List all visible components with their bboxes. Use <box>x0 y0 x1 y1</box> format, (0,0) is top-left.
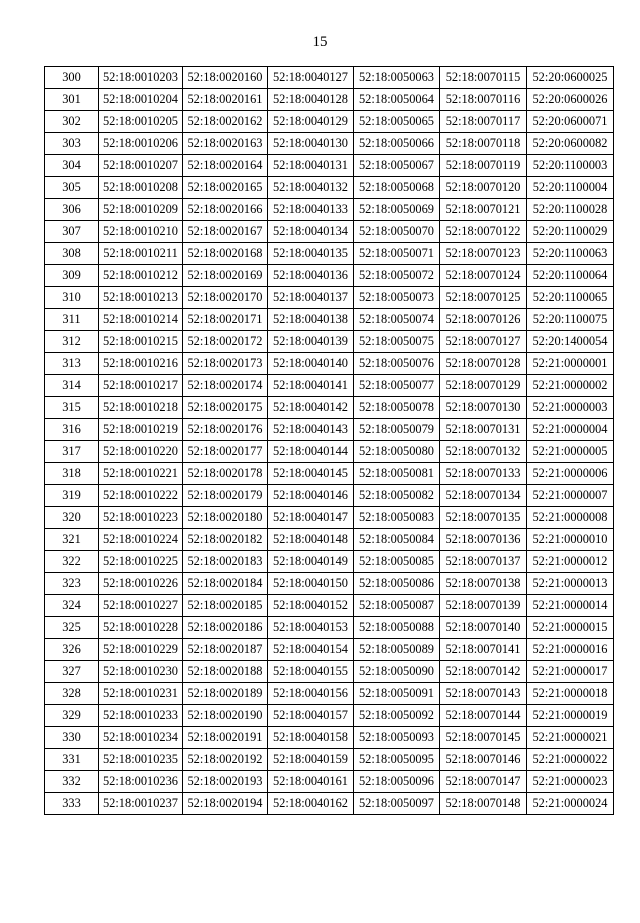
table-row <box>45 133 614 155</box>
table-row <box>45 793 614 815</box>
row-number-cell: 308 <box>45 243 99 265</box>
cadastral-number-cell: 52:21:0000013 <box>527 573 614 595</box>
cadastral-number-cell: 52:20:1100065 <box>527 287 614 309</box>
row-number-cell: 333 <box>45 793 99 815</box>
table-row <box>45 441 614 463</box>
cadastral-number-cell: 52:18:0070147 <box>440 771 527 793</box>
cadastral-number-cell: 52:18:0050065 <box>354 111 440 133</box>
cadastral-number-cell: 52:20:1100029 <box>527 221 614 243</box>
cadastral-number-cell: 52:18:0070131 <box>440 419 527 441</box>
cadastral-number-cell: 52:18:0040140 <box>268 353 354 375</box>
cadastral-number-cell: 52:18:0050089 <box>354 639 440 661</box>
cadastral-number-cell: 52:21:0000015 <box>527 617 614 639</box>
cadastral-number-cell: 52:18:0050090 <box>354 661 440 683</box>
cadastral-number-cell: 52:18:0020191 <box>183 727 268 749</box>
row-number-cell: 325 <box>45 617 99 639</box>
cadastral-number-cell: 52:20:1100075 <box>527 309 614 331</box>
cadastral-number-cell: 52:18:0050066 <box>354 133 440 155</box>
cadastral-number-cell: 52:18:0070132 <box>440 441 527 463</box>
cadastral-number-cell: 52:21:0000014 <box>527 595 614 617</box>
cadastral-number-cell: 52:18:0040159 <box>268 749 354 771</box>
cadastral-number-cell: 52:18:0040138 <box>268 309 354 331</box>
cadastral-number-cell: 52:18:0020192 <box>183 749 268 771</box>
cadastral-number-cell: 52:18:0050088 <box>354 617 440 639</box>
cadastral-number-cell: 52:18:0050063 <box>354 67 440 89</box>
cadastral-number-cell: 52:18:0020185 <box>183 595 268 617</box>
cadastral-number-cell: 52:21:0000018 <box>527 683 614 705</box>
cadastral-number-cell: 52:18:0050091 <box>354 683 440 705</box>
cadastral-number-cell: 52:18:0040136 <box>268 265 354 287</box>
cadastral-number-cell: 52:18:0020161 <box>183 89 268 111</box>
cadastral-number-cell: 52:18:0010224 <box>99 529 183 551</box>
cadastral-number-cell: 52:18:0050082 <box>354 485 440 507</box>
cadastral-number-cell: 52:18:0040158 <box>268 727 354 749</box>
cadastral-number-cell: 52:18:0020172 <box>183 331 268 353</box>
table-row <box>45 573 614 595</box>
cadastral-number-cell: 52:18:0070119 <box>440 155 527 177</box>
table-row <box>45 683 614 705</box>
cadastral-number-cell: 52:18:0010231 <box>99 683 183 705</box>
cadastral-number-cell: 52:18:0020184 <box>183 573 268 595</box>
cadastral-number-cell: 52:18:0010206 <box>99 133 183 155</box>
cadastral-number-cell: 52:18:0040137 <box>268 287 354 309</box>
row-number-cell: 306 <box>45 199 99 221</box>
table-row <box>45 485 614 507</box>
cadastral-number-cell: 52:18:0070120 <box>440 177 527 199</box>
row-number-cell: 301 <box>45 89 99 111</box>
cadastral-number-cell: 52:18:0010235 <box>99 749 183 771</box>
cadastral-number-cell: 52:18:0020163 <box>183 133 268 155</box>
row-number-cell: 311 <box>45 309 99 331</box>
cadastral-number-cell: 52:18:0040145 <box>268 463 354 485</box>
cadastral-number-cell: 52:18:0010234 <box>99 727 183 749</box>
cadastral-number-cell: 52:18:0050067 <box>354 155 440 177</box>
cadastral-number-cell: 52:18:0050064 <box>354 89 440 111</box>
cadastral-number-cell: 52:18:0040153 <box>268 617 354 639</box>
table-row <box>45 771 614 793</box>
cadastral-number-cell: 52:18:0070126 <box>440 309 527 331</box>
cadastral-number-cell: 52:18:0040154 <box>268 639 354 661</box>
cadastral-number-cell: 52:18:0070134 <box>440 485 527 507</box>
table-row <box>45 67 614 89</box>
row-number-cell: 318 <box>45 463 99 485</box>
cadastral-number-cell: 52:18:0050097 <box>354 793 440 815</box>
cadastral-number-cell: 52:18:0050083 <box>354 507 440 529</box>
cadastral-number-table <box>44 66 614 815</box>
row-number-cell: 313 <box>45 353 99 375</box>
cadastral-number-cell: 52:18:0050073 <box>354 287 440 309</box>
cadastral-number-cell: 52:18:0050068 <box>354 177 440 199</box>
cadastral-number-cell: 52:18:0070138 <box>440 573 527 595</box>
cadastral-number-cell: 52:18:0040127 <box>268 67 354 89</box>
cadastral-number-cell: 52:18:0020180 <box>183 507 268 529</box>
cadastral-number-cell: 52:18:0050087 <box>354 595 440 617</box>
row-number-cell: 302 <box>45 111 99 133</box>
row-number-cell: 303 <box>45 133 99 155</box>
row-number-cell: 331 <box>45 749 99 771</box>
cadastral-number-cell: 52:18:0050084 <box>354 529 440 551</box>
cadastral-number-cell: 52:18:0020169 <box>183 265 268 287</box>
cadastral-number-cell: 52:18:0010216 <box>99 353 183 375</box>
cadastral-number-cell: 52:18:0070144 <box>440 705 527 727</box>
cadastral-number-cell: 52:18:0020171 <box>183 309 268 331</box>
cadastral-number-cell: 52:18:0010218 <box>99 397 183 419</box>
table-row <box>45 507 614 529</box>
cadastral-number-cell: 52:18:0010215 <box>99 331 183 353</box>
cadastral-number-cell: 52:18:0040149 <box>268 551 354 573</box>
row-number-cell: 328 <box>45 683 99 705</box>
cadastral-number-cell: 52:18:0020182 <box>183 529 268 551</box>
cadastral-number-cell: 52:18:0070139 <box>440 595 527 617</box>
cadastral-number-cell: 52:18:0050080 <box>354 441 440 463</box>
cadastral-number-cell: 52:18:0010237 <box>99 793 183 815</box>
cadastral-number-cell: 52:21:0000006 <box>527 463 614 485</box>
cadastral-number-cell: 52:18:0020176 <box>183 419 268 441</box>
cadastral-number-cell: 52:18:0010214 <box>99 309 183 331</box>
table-body <box>45 67 614 815</box>
cadastral-number-cell: 52:18:0020173 <box>183 353 268 375</box>
cadastral-number-cell: 52:18:0040155 <box>268 661 354 683</box>
cadastral-number-cell: 52:18:0010219 <box>99 419 183 441</box>
cadastral-number-cell: 52:18:0020194 <box>183 793 268 815</box>
cadastral-number-cell: 52:18:0050086 <box>354 573 440 595</box>
cadastral-number-cell: 52:18:0070115 <box>440 67 527 89</box>
row-number-cell: 305 <box>45 177 99 199</box>
cadastral-number-cell: 52:21:0000001 <box>527 353 614 375</box>
cadastral-number-cell: 52:18:0010233 <box>99 705 183 727</box>
cadastral-number-cell: 52:18:0070116 <box>440 89 527 111</box>
cadastral-number-cell: 52:18:0040135 <box>268 243 354 265</box>
cadastral-number-cell: 52:18:0020162 <box>183 111 268 133</box>
row-number-cell: 316 <box>45 419 99 441</box>
cadastral-number-cell: 52:21:0000010 <box>527 529 614 551</box>
table-row <box>45 243 614 265</box>
table-row <box>45 705 614 727</box>
cadastral-number-cell: 52:18:0070146 <box>440 749 527 771</box>
cadastral-number-cell: 52:18:0040134 <box>268 221 354 243</box>
cadastral-number-cell: 52:21:0000012 <box>527 551 614 573</box>
cadastral-number-cell: 52:18:0050074 <box>354 309 440 331</box>
cadastral-number-cell: 52:18:0040152 <box>268 595 354 617</box>
cadastral-number-cell: 52:18:0050093 <box>354 727 440 749</box>
cadastral-number-cell: 52:18:0050085 <box>354 551 440 573</box>
table-row <box>45 661 614 683</box>
cadastral-number-cell: 52:18:0050071 <box>354 243 440 265</box>
cadastral-number-cell: 52:20:0600025 <box>527 67 614 89</box>
cadastral-number-cell: 52:18:0040130 <box>268 133 354 155</box>
cadastral-number-cell: 52:18:0070127 <box>440 331 527 353</box>
cadastral-number-cell: 52:18:0020186 <box>183 617 268 639</box>
cadastral-number-cell: 52:18:0050095 <box>354 749 440 771</box>
cadastral-number-cell: 52:20:0600082 <box>527 133 614 155</box>
cadastral-number-cell: 52:18:0020179 <box>183 485 268 507</box>
cadastral-number-cell: 52:18:0010223 <box>99 507 183 529</box>
row-number-cell: 317 <box>45 441 99 463</box>
table-row <box>45 221 614 243</box>
cadastral-number-cell: 52:21:0000008 <box>527 507 614 529</box>
cadastral-number-cell: 52:18:0020183 <box>183 551 268 573</box>
cadastral-number-cell: 52:18:0070145 <box>440 727 527 749</box>
table-row <box>45 639 614 661</box>
page-number: 15 <box>312 34 328 50</box>
cadastral-number-cell: 52:18:0050077 <box>354 375 440 397</box>
cadastral-number-cell: 52:18:0050070 <box>354 221 440 243</box>
row-number-cell: 320 <box>45 507 99 529</box>
cadastral-number-cell: 52:18:0010220 <box>99 441 183 463</box>
cadastral-number-cell: 52:20:1400054 <box>527 331 614 353</box>
cadastral-number-cell: 52:18:0070125 <box>440 287 527 309</box>
row-number-cell: 326 <box>45 639 99 661</box>
row-number-cell: 321 <box>45 529 99 551</box>
cadastral-number-cell: 52:18:0040148 <box>268 529 354 551</box>
cadastral-number-cell: 52:21:0000016 <box>527 639 614 661</box>
cadastral-number-cell: 52:18:0010236 <box>99 771 183 793</box>
cadastral-number-cell: 52:18:0040144 <box>268 441 354 463</box>
cadastral-number-cell: 52:18:0010212 <box>99 265 183 287</box>
cadastral-number-cell: 52:18:0020178 <box>183 463 268 485</box>
cadastral-number-cell: 52:18:0040161 <box>268 771 354 793</box>
table-row <box>45 89 614 111</box>
cadastral-number-cell: 52:18:0020193 <box>183 771 268 793</box>
cadastral-number-cell: 52:18:0040156 <box>268 683 354 705</box>
cadastral-number-cell: 52:18:0070129 <box>440 375 527 397</box>
cadastral-number-cell: 52:18:0070142 <box>440 661 527 683</box>
cadastral-number-cell: 52:18:0050076 <box>354 353 440 375</box>
cadastral-number-cell: 52:18:0070133 <box>440 463 527 485</box>
table-row <box>45 419 614 441</box>
cadastral-number-cell: 52:18:0050069 <box>354 199 440 221</box>
row-number-cell: 332 <box>45 771 99 793</box>
cadastral-number-cell: 52:18:0070121 <box>440 199 527 221</box>
cadastral-number-cell: 52:18:0050072 <box>354 265 440 287</box>
cadastral-number-cell: 52:21:0000002 <box>527 375 614 397</box>
cadastral-number-cell: 52:18:0070140 <box>440 617 527 639</box>
cadastral-number-cell: 52:18:0010204 <box>99 89 183 111</box>
cadastral-number-cell: 52:20:0600026 <box>527 89 614 111</box>
cadastral-number-cell: 52:18:0050092 <box>354 705 440 727</box>
cadastral-number-cell: 52:18:0020168 <box>183 243 268 265</box>
cadastral-number-cell: 52:18:0020164 <box>183 155 268 177</box>
cadastral-number-cell: 52:18:0020170 <box>183 287 268 309</box>
table-row <box>45 375 614 397</box>
table-row <box>45 287 614 309</box>
cadastral-number-cell: 52:18:0040128 <box>268 89 354 111</box>
cadastral-number-cell: 52:18:0070136 <box>440 529 527 551</box>
row-number-cell: 312 <box>45 331 99 353</box>
cadastral-number-cell: 52:18:0010207 <box>99 155 183 177</box>
cadastral-number-cell: 52:18:0010226 <box>99 573 183 595</box>
table-row <box>45 177 614 199</box>
cadastral-number-cell: 52:18:0040143 <box>268 419 354 441</box>
row-number-cell: 322 <box>45 551 99 573</box>
cadastral-number-cell: 52:18:0040129 <box>268 111 354 133</box>
cadastral-number-cell: 52:18:0010209 <box>99 199 183 221</box>
cadastral-number-cell: 52:18:0070122 <box>440 221 527 243</box>
cadastral-number-cell: 52:18:0070141 <box>440 639 527 661</box>
cadastral-number-cell: 52:18:0010203 <box>99 67 183 89</box>
row-number-cell: 314 <box>45 375 99 397</box>
cadastral-number-cell: 52:20:1100064 <box>527 265 614 287</box>
cadastral-number-cell: 52:18:0070130 <box>440 397 527 419</box>
cadastral-number-cell: 52:18:0040132 <box>268 177 354 199</box>
row-number-cell: 323 <box>45 573 99 595</box>
cadastral-number-cell: 52:18:0010229 <box>99 639 183 661</box>
row-number-cell: 327 <box>45 661 99 683</box>
cadastral-number-cell: 52:21:0000017 <box>527 661 614 683</box>
cadastral-number-cell: 52:18:0050078 <box>354 397 440 419</box>
cadastral-number-cell: 52:18:0050079 <box>354 419 440 441</box>
table-row <box>45 727 614 749</box>
cadastral-number-cell: 52:18:0020166 <box>183 199 268 221</box>
cadastral-number-cell: 52:18:0040131 <box>268 155 354 177</box>
cadastral-number-cell: 52:21:0000005 <box>527 441 614 463</box>
row-number-cell: 309 <box>45 265 99 287</box>
cadastral-number-cell: 52:18:0020187 <box>183 639 268 661</box>
cadastral-number-cell: 52:18:0050075 <box>354 331 440 353</box>
cadastral-number-cell: 52:18:0070117 <box>440 111 527 133</box>
cadastral-number-cell: 52:18:0040141 <box>268 375 354 397</box>
cadastral-number-cell: 52:21:0000024 <box>527 793 614 815</box>
cadastral-number-cell: 52:18:0070118 <box>440 133 527 155</box>
cadastral-number-cell: 52:18:0040142 <box>268 397 354 419</box>
cadastral-number-cell: 52:21:0000003 <box>527 397 614 419</box>
cadastral-number-cell: 52:18:0070128 <box>440 353 527 375</box>
cadastral-number-cell: 52:18:0010213 <box>99 287 183 309</box>
table-row <box>45 617 614 639</box>
cadastral-number-cell: 52:18:0010227 <box>99 595 183 617</box>
cadastral-number-cell: 52:18:0050081 <box>354 463 440 485</box>
table-row <box>45 551 614 573</box>
cadastral-number-cell: 52:18:0010205 <box>99 111 183 133</box>
cadastral-number-cell: 52:18:0010225 <box>99 551 183 573</box>
cadastral-number-cell: 52:20:1100063 <box>527 243 614 265</box>
cadastral-number-cell: 52:18:0020175 <box>183 397 268 419</box>
table-row <box>45 463 614 485</box>
cadastral-number-cell: 52:18:0040147 <box>268 507 354 529</box>
cadastral-number-cell: 52:18:0020160 <box>183 67 268 89</box>
cadastral-number-cell: 52:18:0020165 <box>183 177 268 199</box>
cadastral-number-cell: 52:20:1100003 <box>527 155 614 177</box>
cadastral-number-cell: 52:21:0000021 <box>527 727 614 749</box>
table-row <box>45 111 614 133</box>
table-row <box>45 331 614 353</box>
cadastral-number-cell: 52:21:0000007 <box>527 485 614 507</box>
cadastral-number-cell: 52:18:0040162 <box>268 793 354 815</box>
cadastral-number-cell: 52:18:0020189 <box>183 683 268 705</box>
cadastral-number-cell: 52:18:0040157 <box>268 705 354 727</box>
cadastral-number-cell: 52:21:0000019 <box>527 705 614 727</box>
cadastral-number-cell: 52:20:0600071 <box>527 111 614 133</box>
cadastral-number-cell: 52:18:0010208 <box>99 177 183 199</box>
cadastral-number-cell: 52:18:0020190 <box>183 705 268 727</box>
row-number-cell: 329 <box>45 705 99 727</box>
cadastral-number-cell: 52:18:0070124 <box>440 265 527 287</box>
table-row <box>45 309 614 331</box>
row-number-cell: 319 <box>45 485 99 507</box>
cadastral-number-cell: 52:18:0010211 <box>99 243 183 265</box>
cadastral-number-cell: 52:18:0010222 <box>99 485 183 507</box>
cadastral-number-cell: 52:18:0020167 <box>183 221 268 243</box>
table-row <box>45 595 614 617</box>
table-row <box>45 155 614 177</box>
cadastral-number-cell: 52:18:0040146 <box>268 485 354 507</box>
table-row <box>45 353 614 375</box>
cadastral-number-cell: 52:18:0010230 <box>99 661 183 683</box>
row-number-cell: 310 <box>45 287 99 309</box>
table-row <box>45 265 614 287</box>
table-row <box>45 529 614 551</box>
cadastral-number-cell: 52:18:0010217 <box>99 375 183 397</box>
cadastral-number-cell: 52:21:0000004 <box>527 419 614 441</box>
row-number-cell: 300 <box>45 67 99 89</box>
cadastral-number-cell: 52:18:0070143 <box>440 683 527 705</box>
table-row <box>45 749 614 771</box>
cadastral-number-cell: 52:18:0010221 <box>99 463 183 485</box>
row-number-cell: 315 <box>45 397 99 419</box>
cadastral-number-cell: 52:18:0040133 <box>268 199 354 221</box>
cadastral-number-cell: 52:21:0000023 <box>527 771 614 793</box>
cadastral-number-cell: 52:20:1100004 <box>527 177 614 199</box>
cadastral-number-cell: 52:18:0020188 <box>183 661 268 683</box>
row-number-cell: 304 <box>45 155 99 177</box>
cadastral-number-cell: 52:18:0070123 <box>440 243 527 265</box>
cadastral-number-cell: 52:20:1100028 <box>527 199 614 221</box>
cadastral-number-cell: 52:18:0070135 <box>440 507 527 529</box>
row-number-cell: 307 <box>45 221 99 243</box>
cadastral-number-cell: 52:18:0070148 <box>440 793 527 815</box>
row-number-cell: 324 <box>45 595 99 617</box>
row-number-cell: 330 <box>45 727 99 749</box>
cadastral-number-cell: 52:18:0040139 <box>268 331 354 353</box>
cadastral-number-cell: 52:21:0000022 <box>527 749 614 771</box>
table-row <box>45 199 614 221</box>
cadastral-number-cell: 52:18:0040150 <box>268 573 354 595</box>
cadastral-number-cell: 52:18:0010210 <box>99 221 183 243</box>
table-row <box>45 397 614 419</box>
cadastral-number-cell: 52:18:0010228 <box>99 617 183 639</box>
cadastral-number-cell: 52:18:0070137 <box>440 551 527 573</box>
cadastral-number-cell: 52:18:0020177 <box>183 441 268 463</box>
cadastral-number-cell: 52:18:0050096 <box>354 771 440 793</box>
cadastral-number-cell: 52:18:0020174 <box>183 375 268 397</box>
